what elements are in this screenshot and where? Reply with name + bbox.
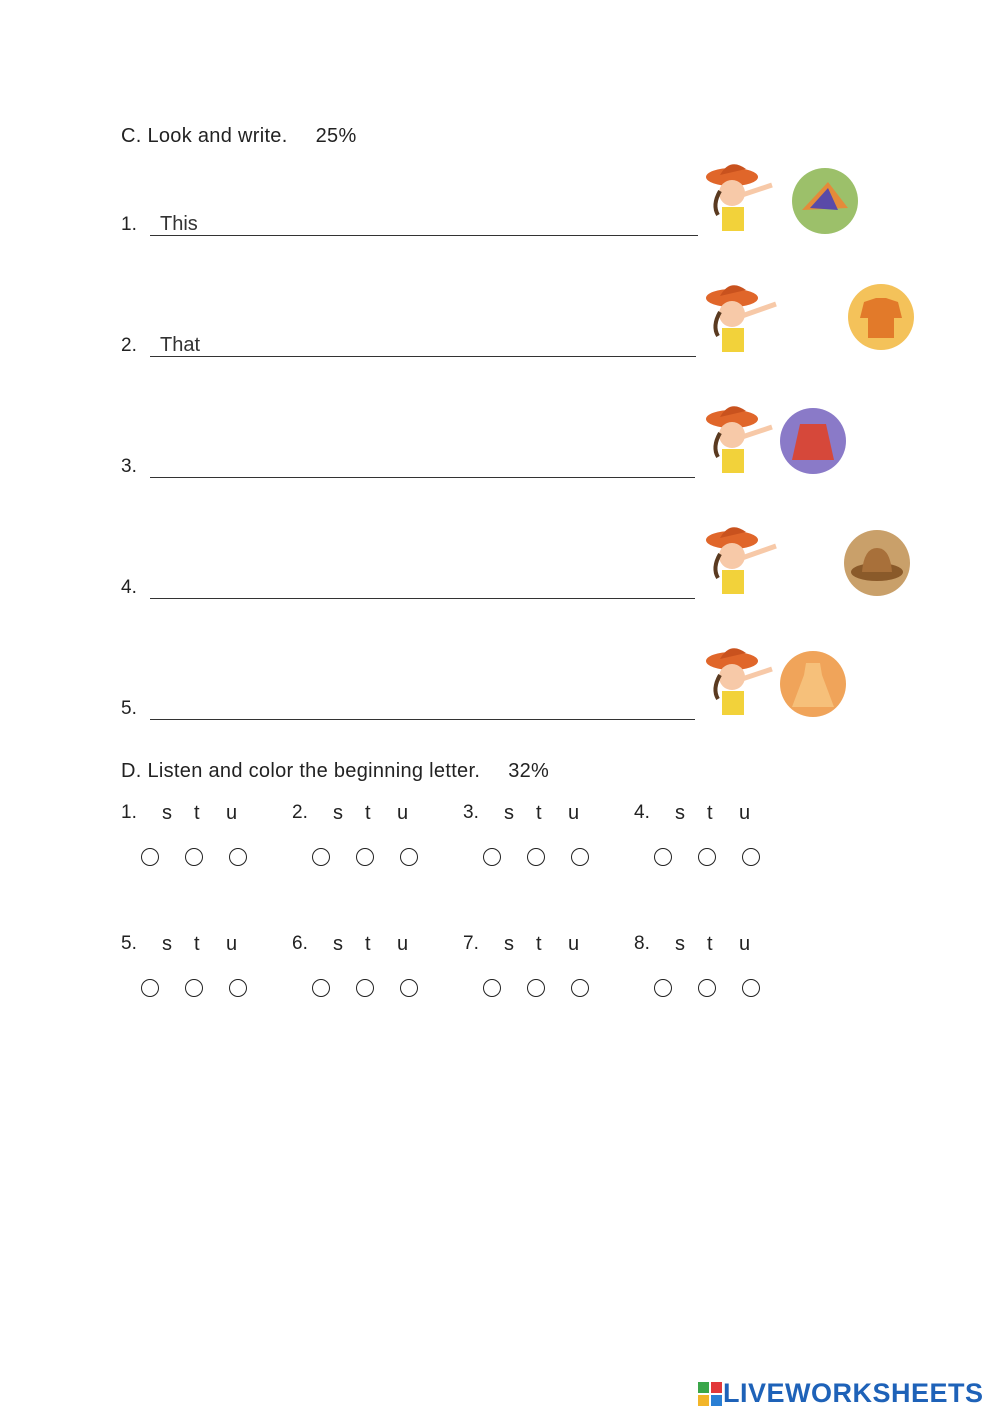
row-number-3: 3.: [121, 456, 137, 477]
letter-option: s: [162, 933, 172, 955]
section-d-title-text: D. Listen and color the beginning letter.: [121, 760, 481, 782]
letter-item-number: 4.: [634, 802, 650, 823]
letter-option: u: [226, 933, 238, 955]
pointing-girl-icon: [702, 397, 782, 477]
sweater-icon: [846, 282, 916, 352]
letter-option: s: [675, 802, 685, 824]
prefill-text-2: That: [160, 334, 201, 356]
tent-icon: [790, 166, 860, 236]
letter-option: t: [536, 933, 542, 955]
answer-circle[interactable]: [312, 848, 330, 866]
answer-circle[interactable]: [654, 848, 672, 866]
letter-option: u: [568, 933, 580, 955]
brand-text: LIVEWORKSHEETS: [723, 1378, 984, 1408]
answer-circle[interactable]: [229, 848, 247, 866]
answer-circle[interactable]: [483, 848, 501, 866]
letter-option: s: [162, 802, 172, 824]
letter-item-number: 6.: [292, 933, 308, 954]
answer-circle[interactable]: [141, 848, 159, 866]
letter-option: u: [397, 802, 409, 824]
answer-line-4[interactable]: [150, 598, 695, 599]
letter-option: t: [365, 933, 371, 955]
section-c-title-text: C. Look and write.: [121, 125, 288, 147]
letter-option: u: [397, 933, 409, 955]
answer-circle[interactable]: [571, 848, 589, 866]
row-number-1: 1.: [121, 214, 137, 235]
answer-circle[interactable]: [698, 848, 716, 866]
answer-circle[interactable]: [356, 979, 374, 997]
dress-icon: [778, 649, 848, 719]
section-d-percent: 32%: [508, 760, 550, 782]
letter-item-number: 8.: [634, 933, 650, 954]
letter-item-number: 1.: [121, 802, 137, 823]
answer-line-1[interactable]: [150, 235, 698, 236]
section-c-percent: 25%: [315, 125, 357, 147]
letter-item-number: 7.: [463, 933, 479, 954]
letter-option: t: [707, 933, 713, 955]
prefill-text-1: This: [160, 213, 198, 235]
letter-option: s: [333, 933, 343, 955]
answer-line-2[interactable]: [150, 356, 696, 357]
letter-item-number: 3.: [463, 802, 479, 823]
letter-option: t: [707, 802, 713, 824]
section-d-title: [121, 760, 549, 783]
letter-item-number: 2.: [292, 802, 308, 823]
skirt-icon: [778, 406, 848, 476]
footer-brand: [697, 1378, 984, 1409]
letter-option: s: [504, 802, 514, 824]
letter-option: u: [568, 802, 580, 824]
letter-option: t: [365, 802, 371, 824]
row-number-5: 5.: [121, 698, 137, 719]
answer-circle[interactable]: [571, 979, 589, 997]
answer-circle[interactable]: [400, 979, 418, 997]
answer-circle[interactable]: [527, 848, 545, 866]
letter-option: t: [194, 802, 200, 824]
answer-circle[interactable]: [400, 848, 418, 866]
pointing-girl-icon: [702, 155, 782, 235]
answer-circle[interactable]: [654, 979, 672, 997]
answer-circle[interactable]: [742, 979, 760, 997]
letter-option: u: [739, 933, 751, 955]
letter-option: s: [333, 802, 343, 824]
answer-circle[interactable]: [698, 979, 716, 997]
answer-line-3[interactable]: [150, 477, 695, 478]
letter-option: u: [226, 802, 238, 824]
letter-item-number: 5.: [121, 933, 137, 954]
answer-circle[interactable]: [141, 979, 159, 997]
answer-circle[interactable]: [185, 979, 203, 997]
section-c-title: [121, 125, 357, 148]
letter-option: t: [536, 802, 542, 824]
answer-circle[interactable]: [742, 848, 760, 866]
letter-option: s: [675, 933, 685, 955]
answer-circle[interactable]: [229, 979, 247, 997]
pointing-girl-icon: [702, 276, 782, 356]
answer-circle[interactable]: [527, 979, 545, 997]
row-number-2: 2.: [121, 335, 137, 356]
answer-circle[interactable]: [483, 979, 501, 997]
liveworksheets-logo-icon: [697, 1381, 723, 1407]
answer-circle[interactable]: [312, 979, 330, 997]
letter-option: u: [739, 802, 751, 824]
answer-circle[interactable]: [356, 848, 374, 866]
row-number-4: 4.: [121, 577, 137, 598]
answer-circle[interactable]: [185, 848, 203, 866]
letter-option: t: [194, 933, 200, 955]
hat-icon: [842, 528, 912, 598]
letter-option: s: [504, 933, 514, 955]
pointing-girl-icon: [702, 639, 782, 719]
answer-line-5[interactable]: [150, 719, 695, 720]
pointing-girl-icon: [702, 518, 782, 598]
